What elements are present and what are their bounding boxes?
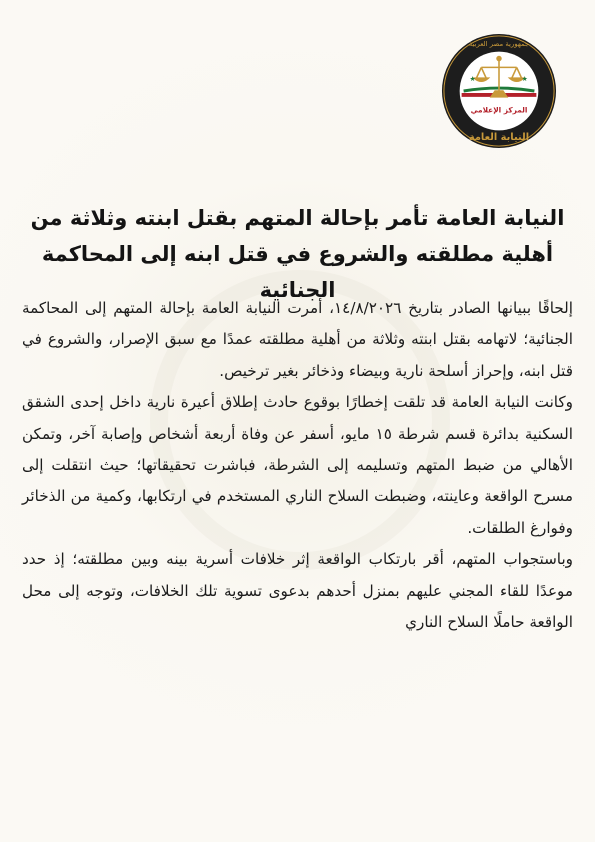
- logo-center-text: المركز الإعلامي: [470, 105, 528, 115]
- public-prosecution-logo: [440, 32, 558, 150]
- logo-top-text: جمهورية مصر العربية: [468, 39, 530, 48]
- article-paragraph: وباستجواب المتهم، أقر بارتكاب الواقعة إثر خلافات أسرية بينه وبين مطلقته؛ إذ حدد موعدًا للقاء المجني عليهم بمنزل أحدهم بدعوى تسوية تلك الخلافات، وتوجه إلى محل الواقعة حاملًا السلاح الناري: [22, 550, 573, 632]
- article-paragraph: إلحاقًا ببيانها الصادر بتاريخ ١٤/٨/٢٠٢٦، أمرت النيابة العامة بإحالة المتهم إلى المحاكمة الجنائية؛ لاتهامه بقتل ابنته وثلاثة من أهلية مطلقته عمدًا مع سبق الإصرار، والشروع في قتل ابنه، وإحراز أسلحة نارية وبيضاء وذخائر بغير ترخيص.: [22, 299, 573, 380]
- svg-text:★: ★: [521, 75, 528, 84]
- article-paragraph: وكانت النيابة العامة قد تلقت إخطارًا بوقوع حادث إطلاق أعيرة نارية داخل إحدى الشقق السكنية بدائرة قسم شرطة ١٥ مايو، أسفر عن وفاة أربعة أشخاص وإصابة آخر، وتمكن الأهالي من ضبط المتهم وتسليمه إلى الشرطة، فباشرت تحقيقاتها؛ حيث انتقلت إلى مسرح الواقعة وعاينته، وضبطت السلاح الناري المستخدم في ارتكابها، وكمية من الذخائر وفوارغ الطلقات.: [22, 393, 573, 537]
- article-body: [22, 293, 573, 638]
- article-title: النيابة العامة تأمر بإحالة المتهم بقتل ابنته وثلاثة من أهلية مطلقته والشروع في قتل ابنه إلى المحاكمة الجنائية: [30, 206, 565, 302]
- logo-bottom-text: النيابة العامة: [468, 132, 530, 144]
- svg-text:★: ★: [469, 75, 476, 84]
